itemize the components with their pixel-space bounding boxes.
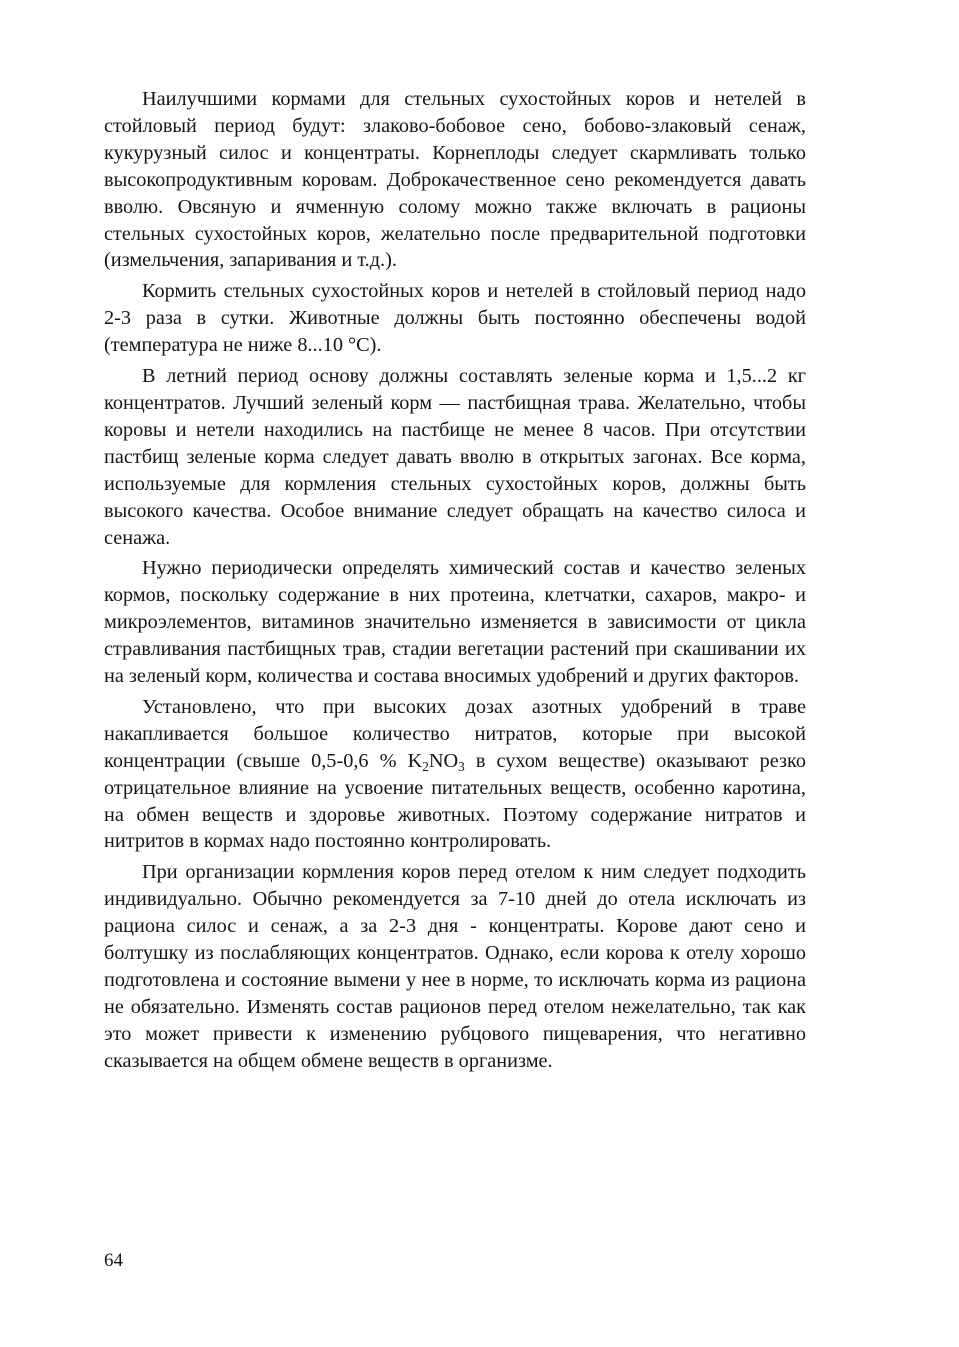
paragraph-3: В летний период основу должны составлять зеленые корма и 1,5...2 кг концентратов. Лучший зеленый корм — пастбищная трава. Желательно, чтобы коровы и нетели находились на пастбище не менее 8 часов. При отсутствии пастбищ зеленые корма следует давать вволю в открытых загонах. Все корма, используемые для кормления стельных сухостойных коров, должны быть высокого качества. Особое внимание следует обращать на качество силоса и сенажа. xyxy=(104,365,806,549)
paragraph-1: Наилучшими кормами для стельных сухостойных коров и нетелей в стойловый период будут: злаково-бобовое сено, бобово-злаковый сенаж, кукурузный силос и концентраты. Корнеплоды следует скармливать только высокопродуктивным коровам. Доброкачественное сено рекомендуется давать вволю. Овсяную и ячменную солому можно также включать в рационы стельных сухостойных коров, желательно после предварительной подготовки (измельчения, запаривания и т.д.). xyxy=(104,88,806,272)
subscript-2: 2 xyxy=(422,758,429,774)
paragraph-5-text-after: в сухом веществе) оказывают резко отрицательное влияние на усвоение питательных веществ, особенно каротина, на обмен веществ и здоровье животных. Поэтому содержание нитратов и нитритов в кормах надо постоянно контролировать. xyxy=(104,749,806,853)
paragraph-5-text-before: Установлено, что при высоких дозах азотных удобрений в траве накапливается большое количество нитратов, которые при высокой концентрации (свыше 0,5-0,6 % K xyxy=(104,695,806,772)
paragraph-6: При организации кормления коров перед отелом к ним следует подходить индивидуально. Обычно рекомендуется за 7-10 дней до отела исключать из рациона силос и сенаж, а за 2-3 дня - концентраты. Корове дают сено и болтушку из послабляющих концентратов. Однако, если корова к отелу хорошо подготовлена и состояние вымени у нее в норме, то исключать корма из рациона не обязательно. Изменять состав рационов перед отелом нежелательно, так как это может привести к изменению рубцового пищеварения, что негативно сказывается на общем обмене веществ в организме. xyxy=(104,861,806,1072)
paragraph-5 xyxy=(104,694,806,855)
subscript-3: 3 xyxy=(458,758,465,774)
paragraph-4: Нужно периодически определять химический состав и качество зеленых кормов, поскольку содержание в них протеина, клетчатки, сахаров, макро- и микроэлементов, витаминов значительно изменяется в зависимости от цикла стравливания пастбищных трав, стадии вегетации растений при скашивании их на зеленый корм, количества и состава вносимых удобрений и других факторов. xyxy=(104,557,806,688)
paragraph-2: Кормить стельных сухостойных коров и нетелей в стойловый период надо 2-3 раза в сутки. Животные должны быть постоянно обеспечены водой (температура не ниже 8...10 °С). xyxy=(104,280,806,357)
paragraph-5-text-middle: NO xyxy=(428,749,459,772)
page-body xyxy=(104,86,806,1079)
page-number: 64 xyxy=(104,1250,123,1271)
